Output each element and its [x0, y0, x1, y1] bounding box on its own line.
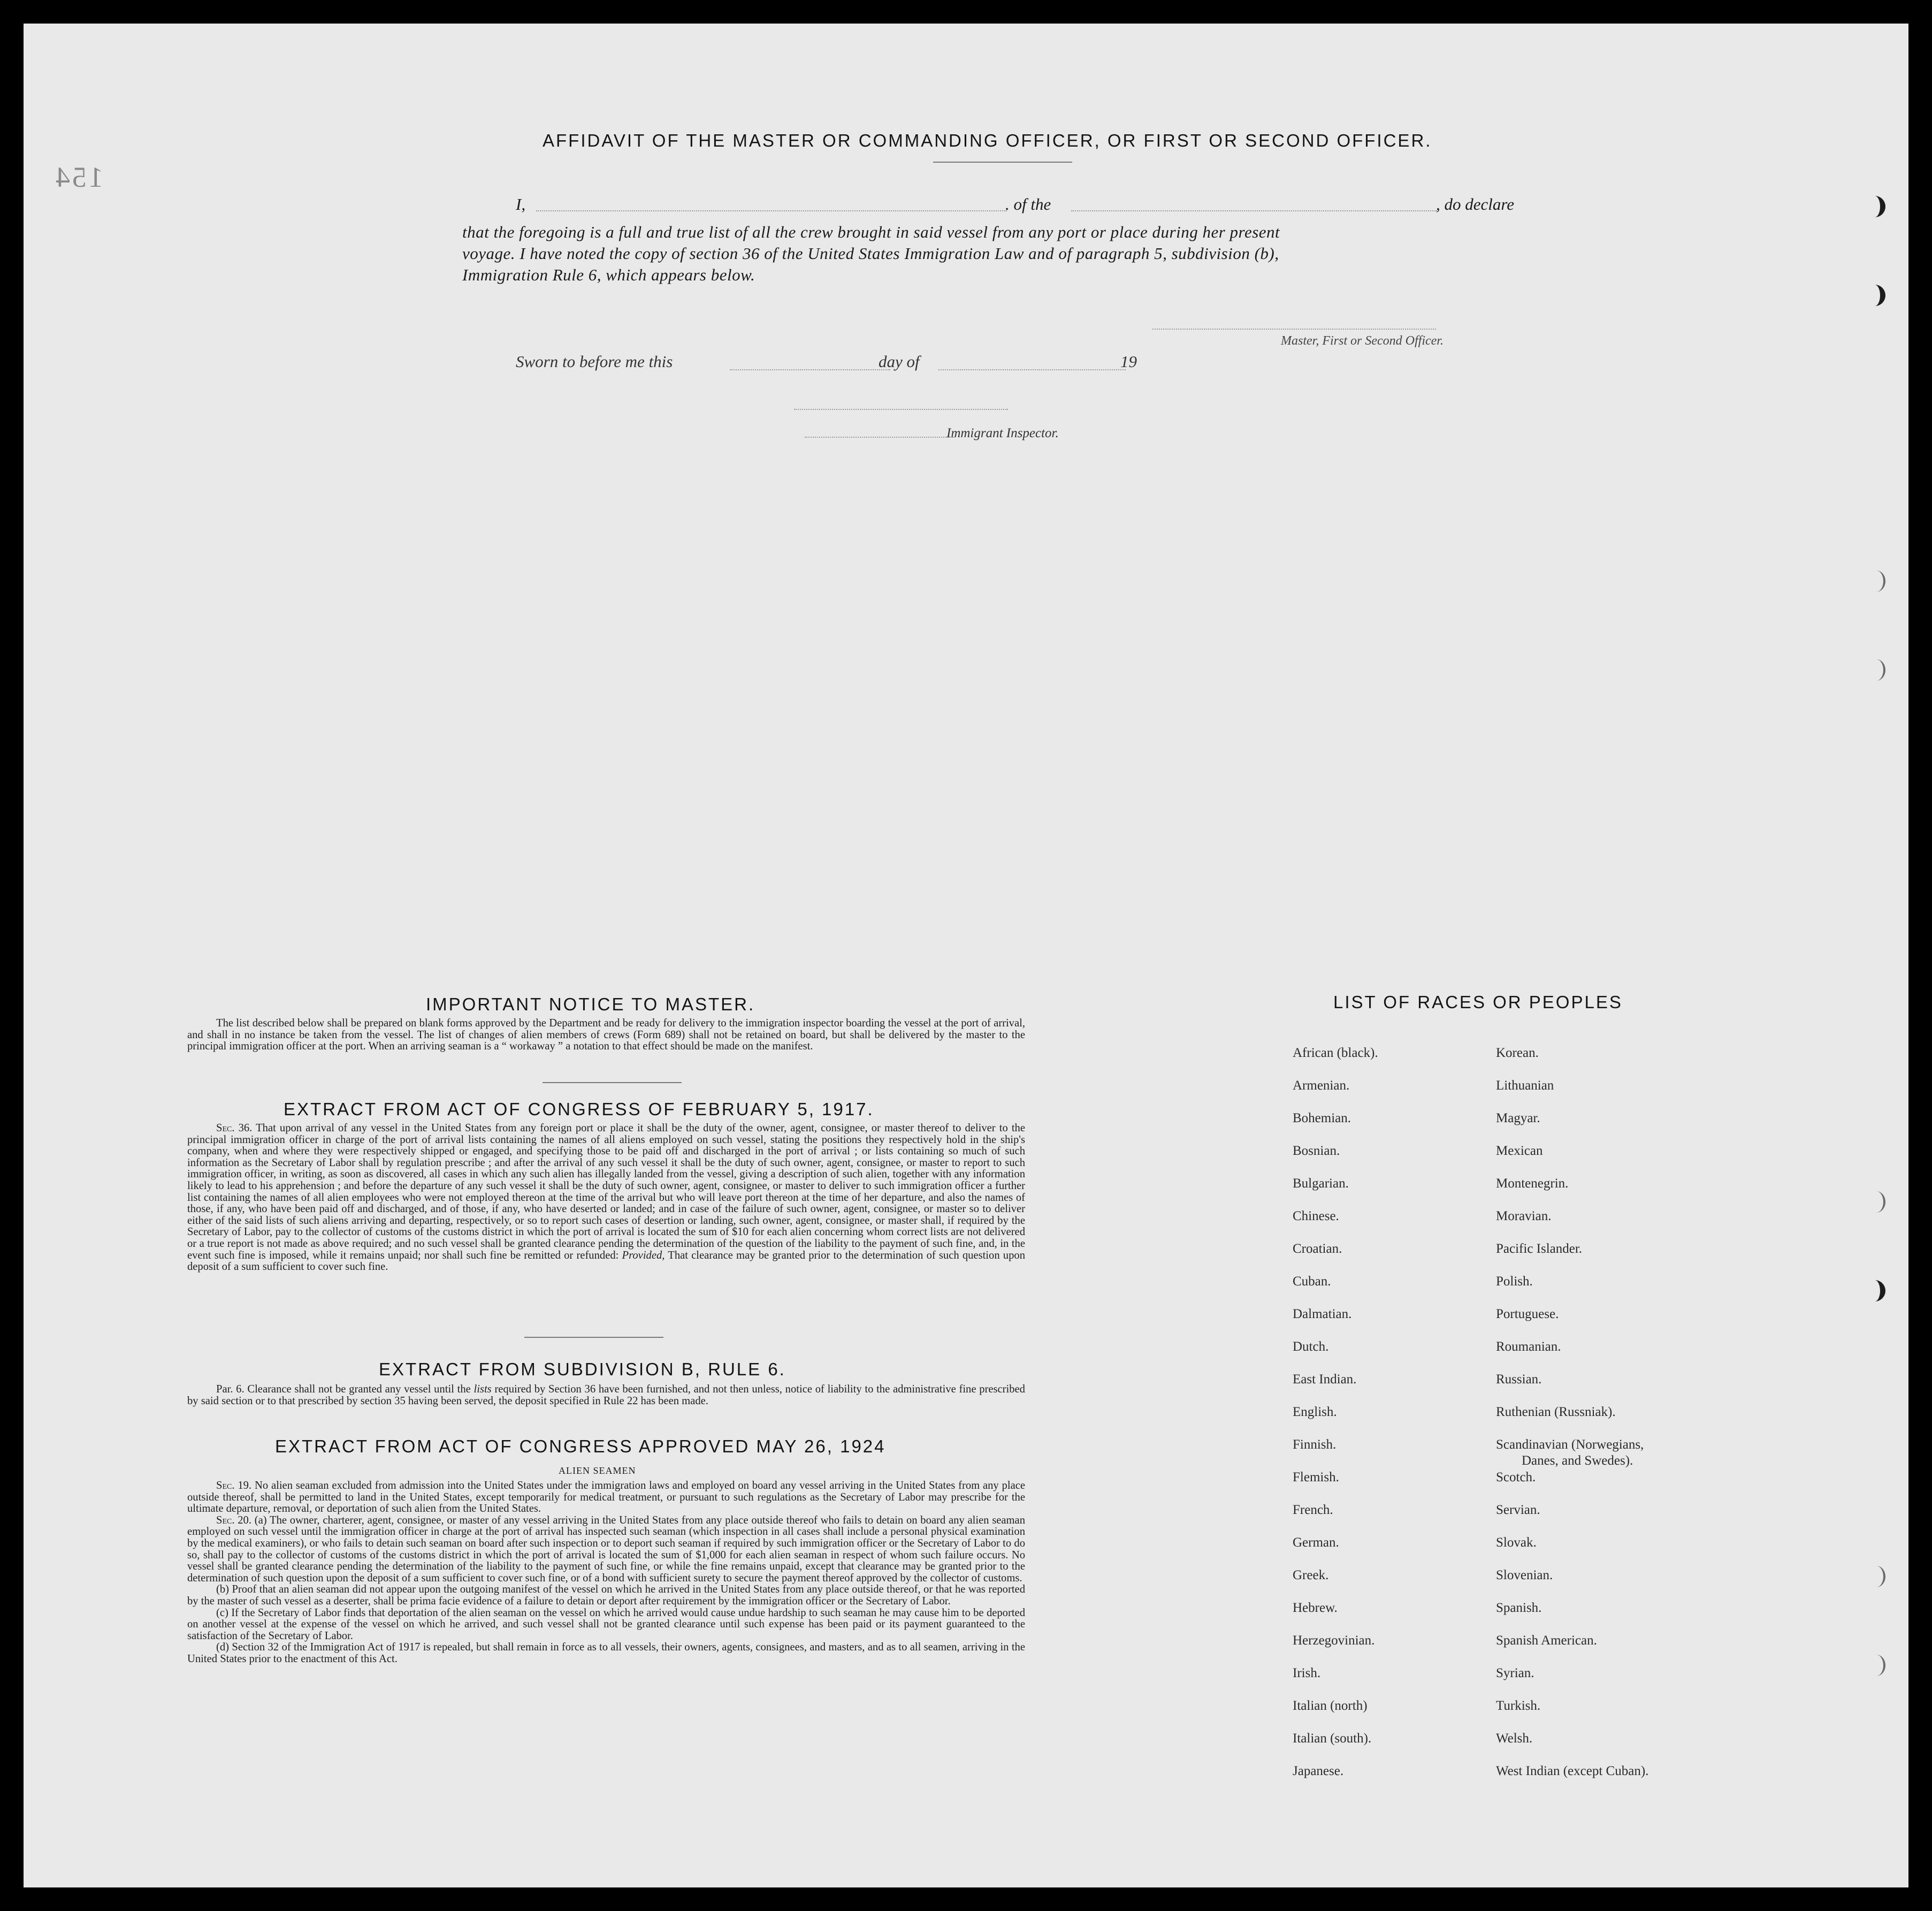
- race-item: Spanish.: [1496, 1601, 1542, 1615]
- race-item: Spanish American.: [1496, 1633, 1597, 1648]
- race-item: Servian.: [1496, 1503, 1540, 1517]
- affidavit-line-i: I,: [516, 195, 526, 214]
- affidavit-title: AFFIDAVIT OF THE MASTER OR COMMANDING OFFICER, OR FIRST OR SECOND OFFICER.: [543, 131, 1432, 150]
- extract-1917-title: EXTRACT FROM ACT OF CONGRESS OF FEBRUARY 5, 1917.: [284, 1099, 874, 1119]
- master-signature-blank: [1152, 329, 1436, 330]
- race-item: Slovenian.: [1496, 1568, 1553, 1582]
- race-item: German.: [1293, 1535, 1339, 1550]
- notice-rule: [543, 1082, 682, 1083]
- extract-1917-text: Sec. 36. That upon arrival of any vessel in the United States from any foreign port or place it shall be the duty of the owner, agent, consignee, or master thereof to deliver to the principal immigration officer in charge of the port of arrival lists containing the names of all aliens employed on such vessel, stating the positions they respectively hold in the ship's company, when and where they were respectively shipped or engaged, and specifying those to be paid off and discharged in the port of arrival ; or lists containing so much of such information as the Secretary of Labor shall by regulation prescribe ; and after the arrival of any such vessel it shall be the duty of such owner, agent, consignee, or master to report to such immigration officer, in writing, as soon as discovered, all cases in which any such alien has illegally landed from the vessel, giving a description of such alien, together with any information likely to lead to his apprehension ; and before the departure of any such vessel it shall be the duty of such owner, agent, consignee, or master to deliver to such immigration officer a further list containing the names of all alien employees who were not employed thereon at the time of the arrival but who will leave port thereon at the time of her departure, and also the names of those, if any, who have been paid off and discharged, and of those, if any, who have deserted or landed; and in case of the failure of such owner, agent, consignee, or master so to deliver either of the said lists of such aliens arriving and departing, respectively, or so to report such cases of desertion or landing, such owner, agent, consignee, or master shall, if required by the Secretary of Labor, pay to the collector of customs of the customs district in which the port of arrival is located the sum of $10 for each alien concerning whom correct lists are not delivered or a true report is not made as above required; and no such vessel shall be granted clearance pending the determination of the question of the liability to the payment of such fine, and, in the event such fine is imposed, while it remains unpaid; nor shall such fine be remitted or refunded: Provided, That clearance may be granted prior to the determination of such question upon deposit of a sum sufficient to cover such fine.: [187, 1122, 1025, 1273]
- race-item: Syrian.: [1496, 1666, 1534, 1680]
- race-item: Korean.: [1496, 1046, 1539, 1060]
- inspector-signature-label: Immigrant Inspector.: [946, 426, 1059, 440]
- race-item: Pacific Islander.: [1496, 1242, 1583, 1256]
- race-item: Italian (north): [1293, 1699, 1368, 1713]
- race-item: Cuban.: [1293, 1274, 1331, 1289]
- notice-title: IMPORTANT NOTICE TO MASTER.: [426, 994, 755, 1014]
- affidavit-line-3: voyage. I have noted the copy of section 36 of the United States Immigration Law and of paragraph 5, subdivision (b),: [462, 244, 1279, 263]
- affidavit-line-2: that the foregoing is a full and true list of all the crew brought in said vessel from any port or place during her present: [462, 223, 1280, 241]
- race-item: Hebrew.: [1293, 1601, 1338, 1615]
- subdivision-text: Par. 6. Clearance shall not be granted any vessel until the lists required by Section 36 have been furnished, and not then unless, notice of liability to the administrative fine prescribed by said section or to that prescribed by section 35 having been served, the deposit specified in Rule 22 has been made.: [187, 1383, 1025, 1407]
- sworn-day-of: day of: [879, 352, 920, 371]
- inspector-blank-1: [794, 409, 1008, 410]
- affidavit-of-the: . of the: [1005, 195, 1051, 214]
- race-item: Magyar.: [1496, 1111, 1540, 1125]
- races-title: LIST OF RACES OR PEOPLES: [1333, 992, 1623, 1012]
- race-item: Herzegovinian.: [1293, 1633, 1375, 1648]
- race-item: Portuguese.: [1496, 1307, 1559, 1321]
- affidavit-title-rule: [933, 162, 1072, 163]
- race-item: Bosnian.: [1293, 1144, 1340, 1158]
- race-item: Irish.: [1293, 1666, 1321, 1680]
- race-item: Japanese.: [1293, 1764, 1344, 1778]
- extract-1924-subtitle: ALIEN SEAMEN: [559, 1465, 636, 1476]
- race-item: Bohemian.: [1293, 1111, 1351, 1125]
- affidavit-do-declare: , do declare: [1436, 195, 1515, 214]
- extract-1924-title: EXTRACT FROM ACT OF CONGRESS APPROVED MAY 26, 1924: [275, 1436, 886, 1456]
- race-item: Scotch.: [1496, 1470, 1536, 1484]
- binder-hole: [1864, 285, 1885, 306]
- race-item: Slovak.: [1496, 1535, 1537, 1550]
- inspector-blank-2: [805, 437, 954, 438]
- race-item: Finnish.: [1293, 1437, 1337, 1452]
- race-item: Polish.: [1496, 1274, 1533, 1289]
- race-item: Italian (south).: [1293, 1731, 1372, 1746]
- binder-hole: [1867, 570, 1885, 592]
- race-item: French.: [1293, 1503, 1333, 1517]
- affidavit-vessel-blank: [1071, 210, 1437, 211]
- race-item: Turkish.: [1496, 1699, 1541, 1713]
- race-item: Welsh.: [1496, 1731, 1533, 1746]
- race-item: Dalmatian.: [1293, 1307, 1352, 1321]
- binder-hole: [1867, 1191, 1885, 1213]
- race-item: Greek.: [1293, 1568, 1329, 1582]
- binder-hole: [1867, 1655, 1885, 1676]
- race-item: Dutch.: [1293, 1339, 1329, 1354]
- sworn-text: Sworn to before me this: [516, 352, 673, 371]
- master-signature-label: Master, First or Second Officer.: [1281, 334, 1444, 348]
- notice-text: The list described below shall be prepared on blank forms approved by the Department and be ready for delivery to the immigration inspector boarding the vessel at the port of arrival, and shall in no instance be taken from the vessel. The list of changes of alien members of crews (Form 689) shall not be retained on board, but shall be delivered by the master to the principal immigration officer at the port. When an arriving seaman is a “ workaway ” a notation to that effect should be made on the manifest.: [187, 1017, 1025, 1053]
- binder-hole: [1864, 196, 1885, 217]
- binder-hole: [1867, 659, 1885, 681]
- race-item: Scandinavian (Norwegians,: [1496, 1437, 1644, 1452]
- margin-page-number: 154: [54, 161, 103, 193]
- race-item: Moravian.: [1496, 1209, 1552, 1223]
- race-item: Ruthenian (Russniak).: [1496, 1405, 1616, 1419]
- race-item: Flemish.: [1293, 1470, 1339, 1484]
- race-item: Montenegrin.: [1496, 1176, 1569, 1191]
- race-item: West Indian (except Cuban).: [1496, 1764, 1649, 1778]
- race-item: Lithuanian: [1496, 1078, 1554, 1093]
- race-item: Croatian.: [1293, 1242, 1342, 1256]
- sworn-month-blank: [938, 369, 1126, 370]
- binder-hole: [1864, 1280, 1885, 1301]
- subdivision-title: EXTRACT FROM SUBDIVISION B, RULE 6.: [379, 1359, 786, 1379]
- race-item: Chinese.: [1293, 1209, 1339, 1223]
- race-item: Bulgarian.: [1293, 1176, 1349, 1191]
- affidavit-line-4: Immigration Rule 6, which appears below.: [462, 265, 755, 284]
- race-item: Armenian.: [1293, 1078, 1350, 1093]
- race-item: Russian.: [1496, 1372, 1542, 1387]
- binder-hole: [1867, 1566, 1885, 1587]
- extract-1917-rule: [524, 1337, 663, 1338]
- race-item: East Indian.: [1293, 1372, 1357, 1387]
- race-item-continuation: Danes, and Swedes).: [1522, 1453, 1633, 1468]
- race-item: African (black).: [1293, 1046, 1378, 1060]
- race-item: Roumanian.: [1496, 1339, 1561, 1354]
- sworn-year: 19: [1120, 352, 1137, 371]
- sworn-day-blank: [730, 369, 890, 370]
- extract-1924-text: Sec. 19. No alien seaman excluded from admission into the United States under the immigration laws and employed on board any vessel arriving in the United States from any place outside thereof, shall be permitted to land in the United States, except temporarily for medical treatment, or pursuant to such regulations as the Secretary of Labor may prescribe for the ultimate departure, removal, or deportation of such alien from the United States. Sec. 20. (a) The owner, charterer, agent, consignee, or master of any vessel arriving in the United States from any place outside thereof who fails to detain on board any alien seaman employed on such vessel until the immigration officer in charge at the port of arrival has inspected such seaman (which inspection in all cases shall include a personal physical examination by the medical examiners), or who fails to detain such seaman on board after such inspection or to deport such seaman if required by such immigration officer or the Secretary of Labor to do so, shall pay to the collector of customs of the customs district in which the port of arrival is located the sum of $1,000 for each alien seaman in respect of whom such failure occurs. No vessel shall be granted clearance pending the determination of the liability to the payment of such fine, or while the fine remains unpaid, except that clearance may be granted prior to the determination of such question upon the deposit of a sum sufficient to cover such fine, or of a bond with sufficient surety to secure the payment thereof approved by the collector of customs. (b) Proof that an alien seaman did not appear upon the outgoing manifest of the vessel on which he arrived in the United States from any place outside thereof, or that he was reported by the master of such vessel as a deserter, shall be prima facie evidence of a failure to detain or deport after requirement by the immigration officer or the Secretary of Labor. (c) If the Secretary of Labor finds that deportation of the alien seaman on the vessel on which he arrived would cause undue hardship to such seaman he may cause him to be deported on another vessel at the expense of the vessel on which he arrived, and such vessel shall not be granted clearance until such expense has been paid or its payment guaranteed to the satisfaction of the Secretary of Labor. (d) Section 32 of the Immigration Act of 1917 is repealed, but shall remain in force as to all vessels, their owners, agents, consignees, and masters, and as to all seamen, arriving in the United States prior to the enactment of this Act.: [187, 1480, 1026, 1665]
- race-item: English.: [1293, 1405, 1337, 1419]
- affidavit-name-blank: [536, 210, 1007, 211]
- race-item: Mexican: [1496, 1144, 1543, 1158]
- extract-1917-sec-label: Sec. 36.: [216, 1122, 253, 1134]
- form-page: [24, 24, 1908, 1887]
